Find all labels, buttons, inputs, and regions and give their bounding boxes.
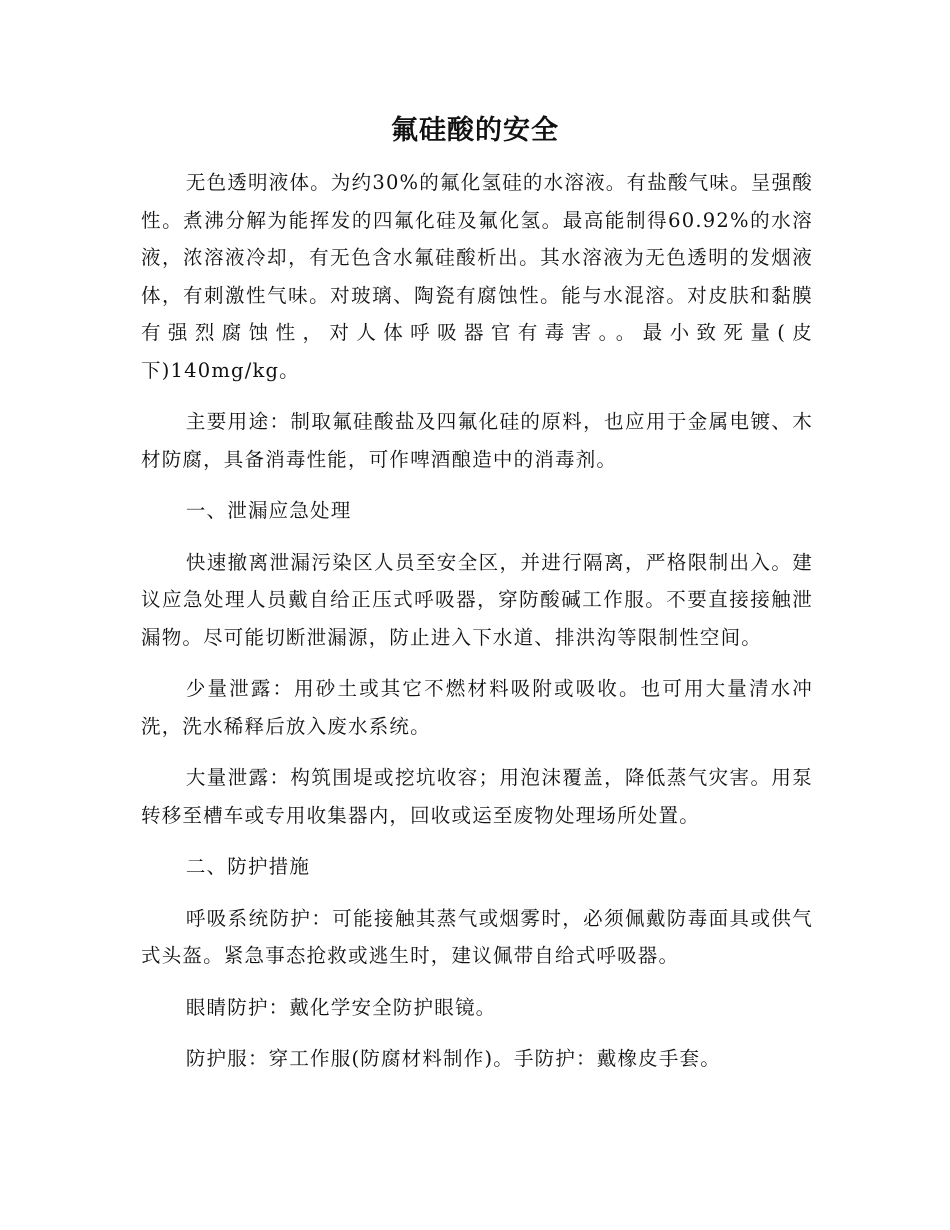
paragraph-leak-response: 快速撤离泄漏污染区人员至安全区，并进行隔离，严格限制出入。建议应急处理人员戴自给正压式呼吸器，穿防酸碱工作服。不要直接接触泄漏物。尽可能切断泄漏源，防止进入下水道、排洪沟等限制性空间。 [141,550,813,649]
paragraph-small-leak: 少量泄露：用砂土或其它不燃材料吸附或吸收。也可用大量清水冲洗，洗水稀释后放入废水系统。 [141,677,813,738]
paragraph-large-leak: 大量泄露：构筑围堤或挖坑收容；用泡沫覆盖，降低蒸气灾害。用泵转移至槽车或专用收集器内，回收或运至废物处理场所处置。 [141,766,813,827]
document-body [141,164,813,1078]
section-heading-protection: 二、防护措施 [185,855,311,878]
paragraph-main-uses: 主要用途：制取氟硅酸盐及四氟化硅的原料，也应用于金属电镀、木材防腐，具备消毒性能，可作啤酒酿造中的消毒剂。 [141,410,813,471]
paragraph-eye-protection: 眼睛防护：戴化学安全防护眼镜。 [185,995,497,1019]
paragraph-protective-clothing: 防护服：穿工作服(防腐材料制作)。手防护：戴橡皮手套。 [185,1047,721,1070]
document-title: 氟硅酸的安全 [391,115,559,146]
section-heading-leak-response: 一、泄漏应急处理 [185,499,352,522]
paragraph-description: 无色透明液体。为约30%的氟化氢硅的水溶液。有盐酸气味。呈强酸性。煮沸分解为能挥发的四氟化硅及氟化氢。最高能制得60.92%的水溶液，浓溶液冷却，有无色含水氟硅酸析出。其水溶液为无色透明的发烟液体，有刺激性气味。对玻璃、陶瓷有腐蚀性。能与水混溶。对皮肤和黏膜有强烈腐蚀性，对人体呼吸器官有毒害。。最小致死量(皮下)140mg/kg。 [141,171,813,382]
paragraph-respiratory-protection: 呼吸系统防护：可能接触其蒸气或烟雾时，必须佩戴防毒面具或供气式头盔。紧急事态抢救或逃生时，建议佩带自给式呼吸器。 [141,906,813,967]
